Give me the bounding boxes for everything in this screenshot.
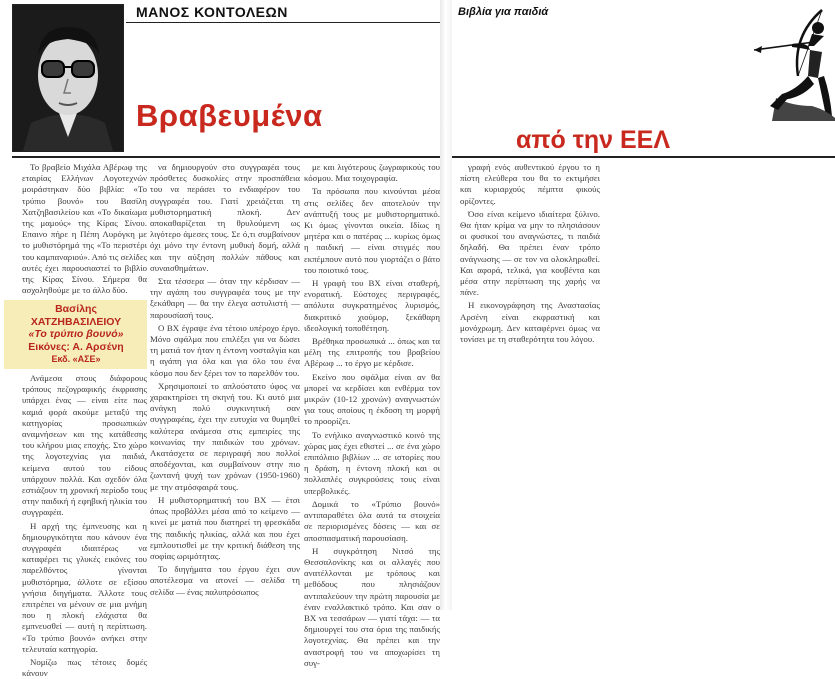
paragraph: Η συγκρότηση Νιτσό της Θεσσαλονίκης και οι αλλαγές που ανατέλλονται με τρόπους και μεθόδους που πλησιάζουν αντιπαλεύουν την πρώτη παρουσία με έναν εναλλακτικό τρόπο. Και σαν ο ΒΧ να τεσσάρων — γιατί τάχα: — τα δημιουργεί του στα όρια της παιδικής λογοτεχνίας. Θα πρέπει και την αναστροφή του να αποχωρίσει τη συγ-	[304, 545, 440, 668]
author-name: ΜΑΝΟΣ ΚΟΝΤΟΛΕΩΝ	[136, 4, 288, 20]
paragraph: Στα τέσσερα — όταν την κέρδισαν — την αγάπη του συγγραφέα τους με την ξεκάθαρη — θα την έλεγα αστυλιστή — παρουσίασή τους.	[150, 276, 300, 320]
credit-book-title: «Το τρύπιο βουνό»	[28, 328, 124, 341]
paragraph: Η γραφή του ΒΧ είναι σταθερή, ενορατική. Εύστοχες περιγραφές, απόλυτα συγκρατημένος λυρισμός, διακριτικό χιούμορ, ξεκάθαρη ιδεολογική τοποθέτηση.	[304, 278, 440, 333]
headline-right: από την ΕΕΛ	[516, 126, 671, 154]
paragraph: Η αρχή της έμπνευσης και η δημιουργικότητα που κάνουν ένα συγγραφέα ιδιαιτέρως να καταφέρει τις γλυκές εικόνες του παρελθόντος γίνονται μυθιστόρημα, άλλοτε σε εξίσου γνήσια διηγήματα. Άλλοτε τους επιτρέπει να μένουν σε μια μνήμη που η πλοκή ελάχιστα θα εμπνευσθεί — αυτή η περίπτωση. «Το τρύπιο βουνό» ανήκει στην τελευταία κατηγορία.	[22, 520, 147, 654]
paragraph: Τα πρόσωπα που κινούνται μέσα στις σελίδες δεν αποτελούν την ανάπτυξή τους με μυθιστορηματικό. Κι όμως γίνονται οικεία. Ιδίως η μητέρα και ο πατέρας ... κυρίως όμως η παιδική — είναι στιγμές που εκπέμπουν αυτό που γιορτάζει ο βάτο του ποιοτικό τους.	[304, 186, 440, 275]
book-credit-box	[4, 300, 147, 369]
paragraph: Δομικά το «Τρύπιο βουνό» αντιπαραθέτει όλα αυτά τα στοιχεία σε περιορισμένες δόσεις — και σε αποσπασματική παρουσίαση.	[304, 498, 440, 543]
paragraph: Ανάμεσα στους διάφορους τρόπους πεζογραφικής έκφρασης υπάρχει ένας — είναι είτε πως καμιά φορά ακούμε μεταξύ της κατηγορίας προσωπικών αναμνήσεων και της κατάθεσης του κλήρου μιας εποχής. Στο χώρο της λογοτεχνίας για παιδιά, κείμενα αυτού του είδους υπάρχουν πολλά. Και σχεδόν όλα εστιάζουν τη χρονική περίοδο τους στην παιδική ή εφηβική ηλικία του συγγραφέα.	[22, 372, 147, 518]
paragraph: γραφή ενός αυθεντικού έργου το η πίστη ελεύθερα του θα το εκτιμήσει και κυριαρχούς πέμπτα φικούς ορίζοντες.	[460, 162, 600, 206]
article-column-1	[22, 162, 147, 679]
paragraph: Εκείνο που σφάλμα είναι αν θα μπορεί να κερδίσει και ενθέρμα τον μικρών (10-12 χρονών) αναγνωστών για τους οποίους η έκδοση τη μορφή το προορίζει.	[304, 371, 440, 427]
right-page	[452, 0, 835, 610]
paragraph: Το ενήλικο αναγνωστικό κοινό της χώρας μας έχει εθιστεί ... σε ένα χώρο επιπόλαιο βιβλίων ... σε ιστορίες που η δράση, η έντονη πλοκή και οι πολλαπλές συγκρούσεις τους είναι υπερβολικές.	[304, 429, 440, 496]
article-column-3	[304, 162, 440, 668]
header-rule	[126, 22, 440, 23]
paragraph: Χρησιμοποιεί το απλούστατο ύφος να χαρακτηρίσει τη σκηνή του. Κι αυτό μια ανάγκη πολύ συγκινητική σαν συγγραφέας, έχει την ευτυχία να θυμηθεί καλύτερα ανάμεσα στις εμπειρίες της κοινωνίας την παιδικών του χρόνων. Ακατάσχετα σε περιγραφή που πολλοί αποδέχονται, και συμβαίνουν στην πιο ζωντανή ψυχή των χρόνων (1950-1960) με την ατμόσφαιρά τους.	[150, 380, 300, 492]
article-column-4	[460, 162, 600, 608]
paragraph: Η εικονογράφηση της Αναστασίας Αρσένη είναι εκφραστική και μονόχρωμη. Δεν καταφέρνει όμως να τονίσει με τη σταθερότητα του λόγου.	[460, 300, 600, 345]
headline-rule	[12, 156, 440, 158]
paragraph: Ο ΒΧ έγραψε ένα τέτοιο υπέροχο έργο. Μόνο σφάλμα που επιλέξει για να δώσει τη ματιά τον ήταν η έντονη νοσταλγία και η αγάπη για όλα και για όλο του ένα κόσμο που δεν ξέρει τον το παρελθόν του.	[150, 322, 300, 378]
paragraph: Το βραβείο Μιχάλα Αβέρωφ της εταιρίας Ελλήνων Λογοτεχνών μοιράστηκαν δύο βιβλία: «Το τρύπιο βουνό» του Βασίλη Χατζηβασιλείου και «Το δικαίωμα της μαμούς» της Κίρας Σίνου. Επαινο πήρε η Πέπη Λυρόγκη με το μυθιστόρημά της «Το περιστέρι του καμπαναριού». Από τις σελίδες αυτές έχει παρουσιαστεί το βιβλίο της Κίρας Σίνου. Σήμερα θα ασχοληθούμε με το άλλο δύο.	[22, 162, 147, 296]
paragraph: Βρέθηκα προσωπικά ... όπως και τα μέλη της επιτροπής του βραβείου Αβέρωφ ... το έργο με κέρδισε.	[304, 336, 440, 369]
archer-illustration	[752, 6, 835, 121]
credit-author-first: Βασίλης	[55, 303, 97, 316]
credit-illustrations: Εικόνες: Α. Αρσένη	[28, 340, 124, 353]
paragraph: με και λιγότερους ζωγραφικούς του κόσμου. Μια τοιχογραφία.	[304, 162, 440, 184]
credit-publisher: Εκδ. «ΑΣΕ»	[51, 354, 101, 365]
credit-author-last: ΧΑΤΖΗΒΑΣΙΛΕΙΟΥ	[30, 315, 122, 328]
page-gutter	[440, 0, 452, 610]
headline-rule	[452, 156, 835, 158]
paragraph: Η μυθιστορηματική του ΒΧ — έτσι όπως προβάλλει μέσα από το κείμενο — κινεί με ματιά που διατηρεί τη φρεσκάδα της παιδικής ηλικίας, αλλά και που έχει εμπλουτισθεί με την κριτική διάθεση της σοφίας ωριμότητας.	[150, 494, 300, 561]
article-column-2	[150, 162, 300, 608]
paragraph: να δημιουργούν στο συγγραφέα τους πρόσθετες δυσκολίες στην προσπάθεια του να περάσει το ενδιαφέρον του συγγραφέα του. Γιατί χρειάζεται τη μυθιστορηματική πλοκή. Δεν αποκαθαρίζεται τη θρυλούμενη ως λιγότερο άμεσες τους. Σε ό,τι συμβαίνουν όχι μόνο την έντονη μυθική δομή, αλλά και την αύξηση πολλών πάθους και συναισθημάτων.	[150, 162, 300, 273]
paragraph: Το διηγήματα του έργου έχει συν αποτέλεσμα να ατονεί — σελίδα τη σελίδα — ένας παλυπρόσωπος	[150, 564, 300, 597]
paragraph: Νομίζω πως τέτοιες δομές κάνουν	[22, 657, 147, 679]
author-portrait	[12, 4, 124, 152]
paragraph: Όσο είναι κείμενο ιδιαίτερα ξύλινο. Θα ήταν κρίμα να μην το πλησιάσουν οι φυσικοί του αναγνώστες, τι παιδιά δηλαδή. Θα πρέπει έναν τρόπο ανάγνωσης — σε τον να ολοκληρωθεί. Και αφορά, τελικά, για κουβέντα και μέσα στην περίπτωση της χαρής να πάνε.	[460, 208, 600, 298]
section-label: Βιβλία για παιδιά	[458, 6, 549, 18]
headline-left: Βραβευμένα	[136, 98, 323, 133]
